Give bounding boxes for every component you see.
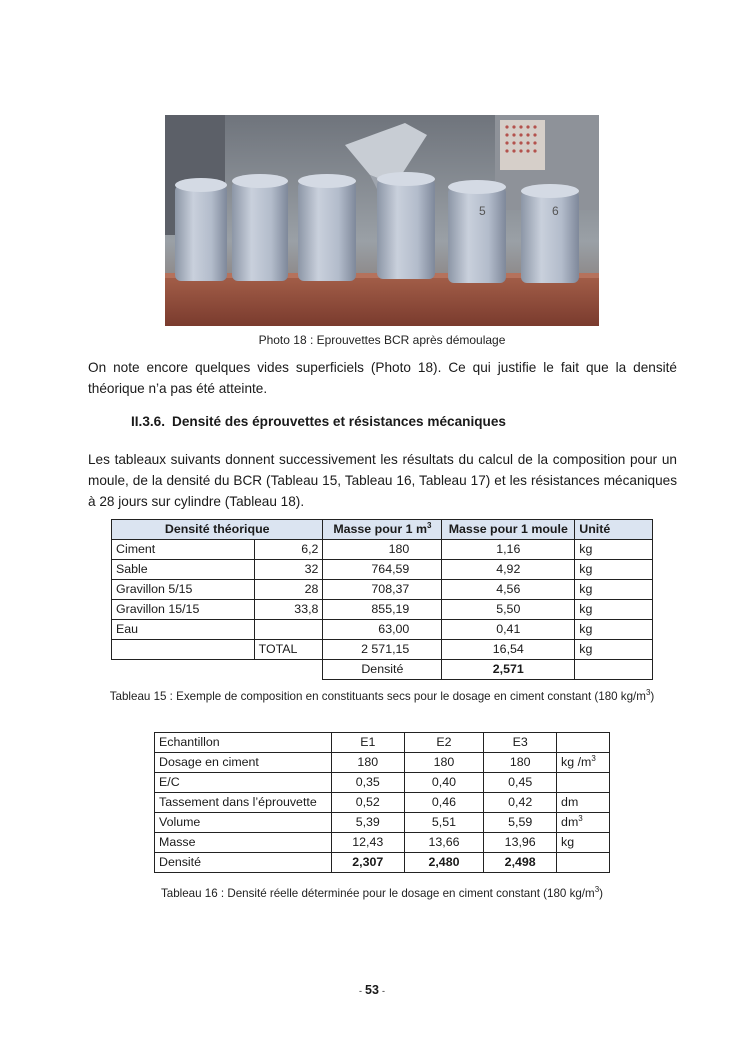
table-row xyxy=(155,773,610,793)
unit-text: kg /m xyxy=(561,755,592,769)
cell-e3: 180 xyxy=(484,753,557,773)
cell-e1: 0,52 xyxy=(331,793,404,813)
cell-unit xyxy=(557,813,610,833)
specimen-label-5: 5 xyxy=(479,204,486,218)
cell-e1: 5,39 xyxy=(331,813,404,833)
page-number xyxy=(0,983,744,997)
page-number-mark-right: - xyxy=(381,986,385,996)
table-row-total xyxy=(112,640,653,660)
caption-text: Tableau 16 : Densité réelle déterminée pour le dosage en ciment constant (180 kg/m xyxy=(160,887,595,900)
table-row xyxy=(155,793,610,813)
cell-label: E/C xyxy=(155,773,332,793)
unit-sup: 3 xyxy=(578,813,583,823)
header-masse-moule: Masse pour 1 moule xyxy=(442,520,575,540)
cell-mass-mould: 16,54 xyxy=(442,640,575,660)
caption-sup: 3 xyxy=(645,688,651,698)
paragraph-vides-superficiels: On note encore quelques vides superficiels (Photo 18). Ce qui justifie le fait que la densité théorique n’a pas été atteinte. xyxy=(88,360,677,396)
cell-unit: kg xyxy=(575,540,653,560)
cell-name: Gravillon 15/15 xyxy=(112,600,255,620)
caption-sup: 3 xyxy=(594,885,600,895)
unit-text: dm xyxy=(561,795,579,809)
cell-mass-m3: 855,19 xyxy=(323,600,442,620)
cell-label: Densité xyxy=(155,853,332,873)
cell-e3: 13,96 xyxy=(484,833,557,853)
cell-label: Dosage en ciment xyxy=(155,753,332,773)
section-heading xyxy=(131,414,506,429)
cell-unit: kg xyxy=(575,640,653,660)
header-masse-m3-label: Masse pour 1 m xyxy=(333,522,427,536)
table-row xyxy=(112,620,653,640)
header-unite: Unité xyxy=(575,520,653,540)
cell-unit: kg xyxy=(575,560,653,580)
cell-label: Volume xyxy=(155,813,332,833)
header-masse-m3-sup: 3 xyxy=(426,520,432,530)
cell-unit: kg xyxy=(575,620,653,640)
paragraph-tableaux: Les tableaux suivants donnent successivement les résultats du calcul de la composition pour un moule, de la densité du BCR (Tableau 15, Tableau 16, Tableau 17) et les résistances mécaniques à 28 jours sur cylindre (Tableau 18). xyxy=(88,452,677,509)
caption-text: Tableau 15 : Exemple de composition en constituants secs pour le dosage en ciment constant (180 kg/m xyxy=(109,690,646,703)
cell-e1: 2,307 xyxy=(331,853,404,873)
cell-label: Echantillon xyxy=(155,733,332,753)
cell-e1: 0,35 xyxy=(331,773,404,793)
table-15-caption xyxy=(80,690,684,703)
table-16-densite-reelle xyxy=(154,732,610,873)
photo-eprouvettes xyxy=(165,115,599,326)
cell-empty xyxy=(112,660,323,680)
cell-e2: 0,40 xyxy=(404,773,484,793)
cell-e1: E1 xyxy=(331,733,404,753)
page-number-mark-left: - xyxy=(359,986,363,996)
cell-mass-mould: 0,41 xyxy=(442,620,575,640)
table-15-composition xyxy=(111,519,653,680)
table-header-row xyxy=(112,520,653,540)
cell-e3: 2,498 xyxy=(484,853,557,873)
cell-mass-mould: 4,92 xyxy=(442,560,575,580)
table-row xyxy=(112,600,653,620)
cell-unit: kg xyxy=(575,600,653,620)
caption-end: ) xyxy=(650,690,655,703)
cell-density: 28 xyxy=(254,580,323,600)
cell-e2: E2 xyxy=(404,733,484,753)
cell-e3: E3 xyxy=(484,733,557,753)
table-row xyxy=(155,833,610,853)
cell-unit xyxy=(557,793,610,813)
cell-density-label: Densité xyxy=(323,660,442,680)
cell-label: Tassement dans l’éprouvette xyxy=(155,793,332,813)
cell-name: Ciment xyxy=(112,540,255,560)
cell-density xyxy=(254,620,323,640)
photo-caption: Photo 18 : Eprouvettes BCR après démoulage xyxy=(258,333,506,347)
header-densite-theorique: Densité théorique xyxy=(112,520,323,540)
table-row xyxy=(155,813,610,833)
cell-e2: 0,46 xyxy=(404,793,484,813)
table-row-densite xyxy=(155,853,610,873)
cell-mass-m3: 63,00 xyxy=(323,620,442,640)
cell-name xyxy=(112,640,255,660)
cell-unit xyxy=(557,773,610,793)
cell-e3: 0,42 xyxy=(484,793,557,813)
cell-name: Eau xyxy=(112,620,255,640)
table-row xyxy=(112,580,653,600)
section-number: II.3.6. xyxy=(131,414,166,429)
cell-unit xyxy=(557,753,610,773)
cell-e1: 180 xyxy=(331,753,404,773)
cell-mass-m3: 764,59 xyxy=(323,560,442,580)
specimen-label-6: 6 xyxy=(552,204,559,218)
unit-text: kg xyxy=(561,835,575,849)
cell-e2: 5,51 xyxy=(404,813,484,833)
table-row xyxy=(112,560,653,580)
table-row xyxy=(112,540,653,560)
unit-sup: 3 xyxy=(591,753,596,763)
cell-density: 33,8 xyxy=(254,600,323,620)
cell-e3: 5,59 xyxy=(484,813,557,833)
cell-e2: 13,66 xyxy=(404,833,484,853)
caption-end: ) xyxy=(599,887,604,900)
table-row-density xyxy=(112,660,653,680)
cell-e1: 12,43 xyxy=(331,833,404,853)
unit-text: dm xyxy=(561,815,579,829)
table-header-row xyxy=(155,733,610,753)
cell-empty xyxy=(575,660,653,680)
page-number-value: 53 xyxy=(365,983,379,997)
header-masse-m3 xyxy=(323,520,442,540)
cell-unit xyxy=(557,733,610,753)
cell-e2: 2,480 xyxy=(404,853,484,873)
cell-unit xyxy=(557,853,610,873)
cell-e3: 0,45 xyxy=(484,773,557,793)
table-16-caption xyxy=(130,887,634,900)
photo-illustration xyxy=(165,115,599,326)
cell-total-label: TOTAL xyxy=(254,640,323,660)
cell-unit: kg xyxy=(575,580,653,600)
cell-e2: 180 xyxy=(404,753,484,773)
cell-name: Sable xyxy=(112,560,255,580)
cell-unit xyxy=(557,833,610,853)
cell-mass-mould: 5,50 xyxy=(442,600,575,620)
cell-density: 6,2 xyxy=(254,540,323,560)
cell-density-value: 2,571 xyxy=(442,660,575,680)
cell-name: Gravillon 5/15 xyxy=(112,580,255,600)
cell-mass-m3: 180 xyxy=(323,540,442,560)
cell-mass-mould: 4,56 xyxy=(442,580,575,600)
cell-mass-m3: 708,37 xyxy=(323,580,442,600)
section-title: Densité des éprouvettes et résistances mécaniques xyxy=(172,414,506,429)
table-row xyxy=(155,753,610,773)
cell-mass-mould: 1,16 xyxy=(442,540,575,560)
cell-density: 32 xyxy=(254,560,323,580)
cell-mass-m3: 2 571,15 xyxy=(323,640,442,660)
cell-label: Masse xyxy=(155,833,332,853)
